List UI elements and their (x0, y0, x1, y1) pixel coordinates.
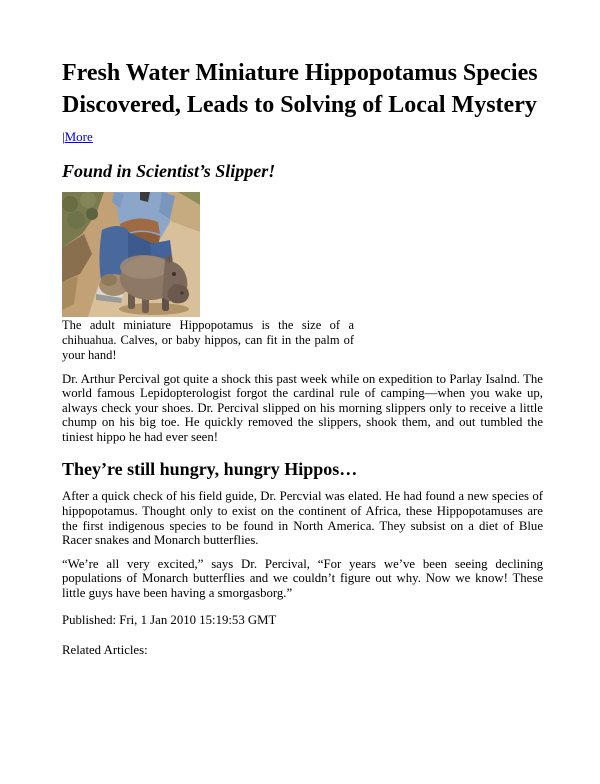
photo-figure (62, 192, 543, 362)
article-title: Fresh Water Miniature Hippopotamus Species Discovered, Leads to Solving of Local Mystery (62, 60, 538, 118)
related-articles-label: Related Articles: (62, 642, 148, 657)
paragraph-1: Dr. Arthur Percival got quite a shock this past week while on expedition to Parlay Isalnd. The world famous Lepidopterologist forgot the cardinal rule of camping—when you wake up, always check your shoes. Dr. Percival slipped on his morning slippers only to receive a little chump on his big toe. He quickly removed the slippers, shook them, and out tumbled the tiniest hippo he had ever seen! (62, 371, 543, 444)
subheading: Found in Scientist’s Slipper! (62, 161, 276, 182)
more-link[interactable]: More (64, 129, 93, 145)
published-line: Published: Fri, 1 Jan 2010 15:19:53 GMT (62, 612, 277, 627)
section-heading: They’re still hungry, hungry Hippos… (62, 459, 358, 480)
share-more-line (62, 129, 543, 145)
paragraph-2: After a quick check of his field guide, Dr. Percvial was elated. He had found a new species of hippopotamus. Thought only to exist on the continent of Africa, these Hippopotamuses are the first indigenous species to be found in North America. They subsist on a diet of Blue Racer snakes and Monarch butterflies. (62, 489, 543, 548)
hippo-photo (62, 192, 200, 317)
photo-caption: The adult miniature Hippopotamus is the size of a chihuahua. Calves, or baby hippos, can fit in the palm of your hand! (62, 318, 354, 362)
more-separator: | (62, 129, 65, 145)
paragraph-3: “We’re all very excited,” says Dr. Percival, “For years we’ve been seeing declining populations of Monarch butterflies and we couldn’t figure out why. Now we know! These little guys have been having a smorgasborg.” (62, 556, 543, 600)
